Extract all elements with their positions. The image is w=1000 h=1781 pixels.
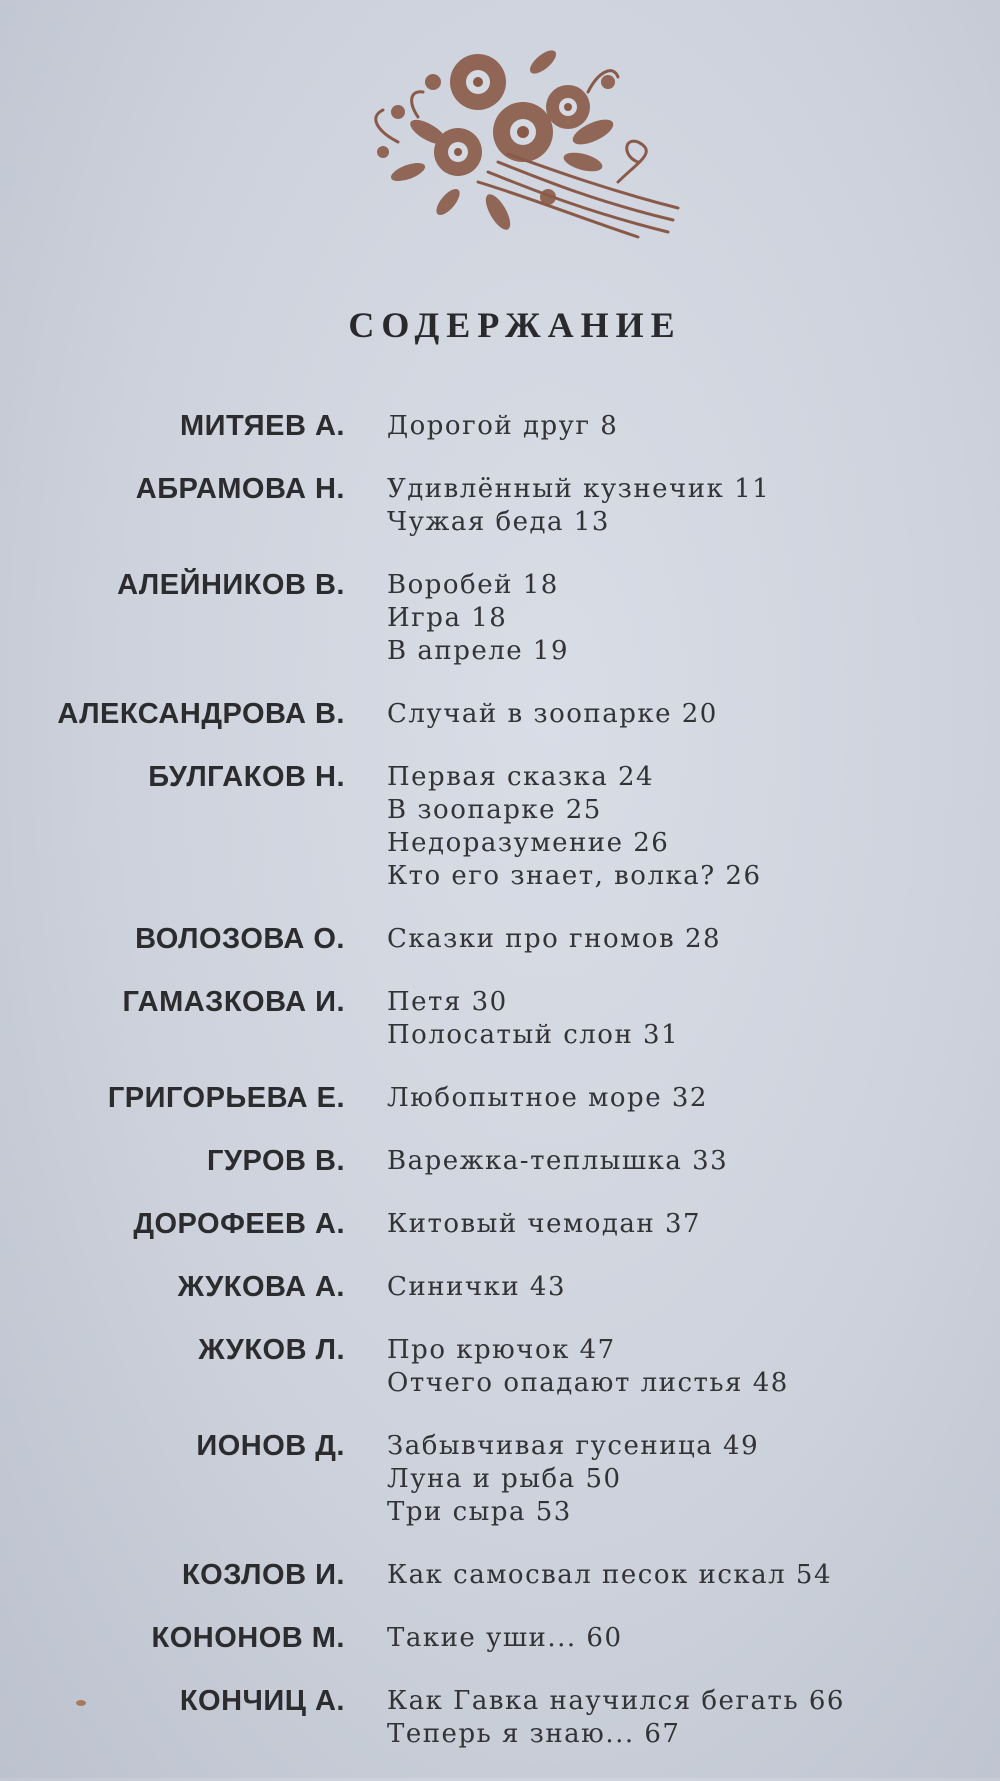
- works-list: [387, 761, 762, 893]
- work-title: Три сыра 53: [387, 1497, 572, 1527]
- toc-entry: [0, 761, 1000, 893]
- work-title: Случай в зоопарке 20: [387, 699, 718, 729]
- work-title: Китовый чемодан 37: [387, 1209, 702, 1239]
- work-title: Полосатый слон 31: [387, 1020, 680, 1050]
- work-title: Забывчивая гусеница 49: [387, 1431, 760, 1461]
- work-title: В апреле 19: [387, 636, 569, 666]
- author-name: КОЗЛОВ И.: [181, 1559, 345, 1591]
- toc-entry: [0, 698, 1000, 731]
- author-name: МИТЯЕВ А.: [179, 410, 345, 442]
- toc-entry: [0, 1082, 1000, 1115]
- works-list: [387, 1622, 623, 1655]
- work-title: Удивлённый кузнечик 11: [387, 474, 771, 504]
- work-title: В зоопарке 25: [387, 795, 602, 825]
- work-title: Петя 30: [387, 987, 508, 1017]
- work-title: Кто его знает, волка? 26: [387, 861, 762, 891]
- author-name: АЛЕЙНИКОВ В.: [117, 569, 345, 601]
- works-list: [387, 1559, 832, 1592]
- author-name: ГАМАЗКОВА И.: [122, 986, 345, 1018]
- toc-entry: [0, 1685, 1000, 1751]
- author-name: АБРАМОВА Н.: [135, 473, 345, 505]
- work-title: Чужая беда 13: [387, 507, 610, 537]
- flower-bouquet-icon: [338, 22, 718, 262]
- work-title: Синички 43: [387, 1272, 566, 1302]
- works-list: [387, 1334, 789, 1400]
- works-list: [387, 473, 770, 539]
- work-title: Луна и рыба 50: [387, 1464, 622, 1494]
- toc-entry: [0, 473, 1000, 539]
- work-title: Дорогой друг 8: [387, 411, 619, 441]
- toc-entry: [0, 1622, 1000, 1655]
- works-list: [387, 1082, 708, 1115]
- author-name: КОНОНОВ М.: [151, 1622, 345, 1654]
- works-list: [387, 1208, 701, 1241]
- work-title: Как Гавка научился бегать 66: [387, 1686, 845, 1716]
- works-list: [387, 698, 718, 731]
- works-list: [387, 569, 569, 668]
- author-name: ГРИГОРЬЕВА Е.: [107, 1082, 345, 1114]
- work-title: Отчего опадают листья 48: [387, 1368, 789, 1398]
- work-title: Варежка-теплышка 33: [387, 1146, 729, 1176]
- works-list: [387, 410, 618, 443]
- work-title: Воробей 18: [387, 570, 559, 600]
- toc-entry: [0, 1430, 1000, 1529]
- toc-entry: [0, 1208, 1000, 1241]
- work-title: Теперь я знаю... 67: [387, 1719, 681, 1749]
- author-name: КОНЧИЦ А.: [179, 1685, 345, 1717]
- author-name: АЛЕКСАНДРОВА В.: [57, 698, 345, 730]
- work-title: Такие уши... 60: [387, 1623, 623, 1653]
- work-title: Любопытное море 32: [387, 1083, 708, 1113]
- table-of-contents: [0, 410, 1000, 1781]
- author-name: ВОЛОЗОВА О.: [135, 923, 345, 955]
- work-title: Сказки про гномов 28: [387, 924, 722, 954]
- toc-entry: [0, 923, 1000, 956]
- toc-entry: [0, 1559, 1000, 1592]
- work-title: Недоразумение 26: [387, 828, 670, 858]
- author-name: ЖУКОВ Л.: [198, 1334, 345, 1366]
- page-title: СОДЕРЖАНИЕ: [348, 305, 682, 345]
- author-name: ДОРОФЕЕВ А.: [133, 1208, 345, 1240]
- author-name: ИОНОВ Д.: [196, 1430, 345, 1462]
- toc-entry: [0, 1145, 1000, 1178]
- toc-entry: [0, 1334, 1000, 1400]
- toc-entry: [0, 410, 1000, 443]
- work-title: Первая сказка 24: [387, 762, 655, 792]
- toc-entry: [0, 1271, 1000, 1304]
- work-title: Игра 18: [387, 603, 508, 633]
- paper-stain: [76, 1700, 86, 1706]
- works-list: [387, 1430, 759, 1529]
- works-list: [387, 1685, 845, 1751]
- works-list: [387, 923, 721, 956]
- work-title: Про крючок 47: [387, 1335, 616, 1365]
- author-name: БУЛГАКОВ Н.: [148, 761, 345, 793]
- toc-entry: [0, 986, 1000, 1052]
- toc-entry: [0, 569, 1000, 668]
- works-list: [387, 986, 679, 1052]
- works-list: [387, 1271, 566, 1304]
- author-name: ГУРОВ В.: [207, 1145, 345, 1177]
- author-name: ЖУКОВА А.: [177, 1271, 345, 1303]
- work-title: Как самосвал песок искал 54: [387, 1560, 833, 1590]
- works-list: [387, 1145, 728, 1178]
